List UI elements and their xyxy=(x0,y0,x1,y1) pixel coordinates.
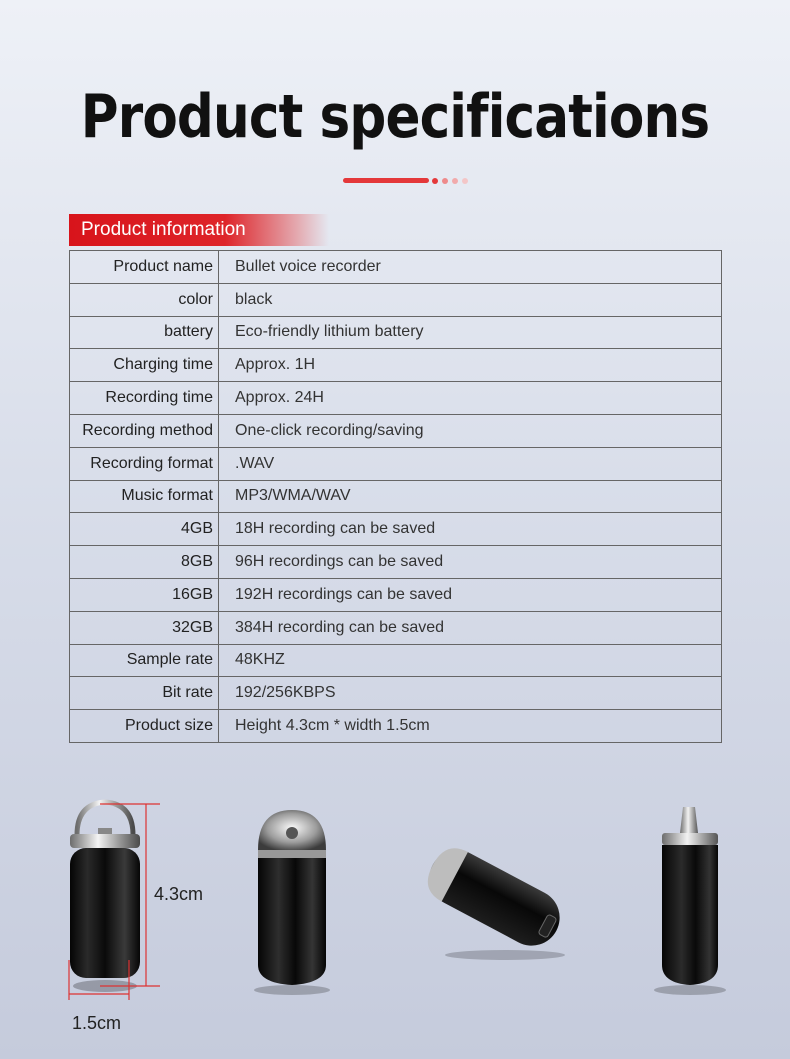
spec-value: One-click recording/saving xyxy=(219,414,722,447)
spec-value: 192H recordings can be saved xyxy=(219,578,722,611)
divider-dot xyxy=(462,178,468,184)
spec-label: Recording method xyxy=(70,414,219,447)
spec-label: Charging time xyxy=(70,349,219,382)
spec-label: color xyxy=(70,283,219,316)
spec-label: Sample rate xyxy=(70,644,219,677)
section-label: Product information xyxy=(69,214,329,246)
spec-label: 4GB xyxy=(70,513,219,546)
spec-value: 48KHZ xyxy=(219,644,722,677)
spec-label: 32GB xyxy=(70,611,219,644)
spec-label: Bit rate xyxy=(70,677,219,710)
spec-row xyxy=(70,349,722,382)
recorder-lying-image xyxy=(410,835,580,965)
spec-value: 192/256KBPS xyxy=(219,677,722,710)
spec-label: Music format xyxy=(70,480,219,513)
spec-label: 16GB xyxy=(70,578,219,611)
divider-bar xyxy=(343,178,429,183)
spec-label: battery xyxy=(70,316,219,349)
spec-value: .WAV xyxy=(219,447,722,480)
spec-label: Product name xyxy=(70,251,219,284)
spec-row xyxy=(70,677,722,710)
recorder-standing-image xyxy=(250,805,335,995)
spec-row xyxy=(70,644,722,677)
spec-row xyxy=(70,611,722,644)
spec-value: 96H recordings can be saved xyxy=(219,546,722,579)
spec-row xyxy=(70,283,722,316)
divider-dot xyxy=(432,178,438,184)
recorder-side-image xyxy=(650,805,730,995)
spec-row xyxy=(70,710,722,743)
spec-label: Recording format xyxy=(70,447,219,480)
spec-value: Bullet voice recorder xyxy=(219,251,722,284)
spec-row xyxy=(70,447,722,480)
height-label: 4.3cm xyxy=(154,884,204,904)
product-images xyxy=(0,790,790,1059)
spec-value: Approx. 1H xyxy=(219,349,722,382)
spec-row xyxy=(70,251,722,284)
page-title: Product specifications xyxy=(80,82,710,152)
spec-row xyxy=(70,480,722,513)
spec-value: Eco-friendly lithium battery xyxy=(219,316,722,349)
spec-value: MP3/WMA/WAV xyxy=(219,480,722,513)
width-dimension-line xyxy=(68,960,130,1010)
spec-row xyxy=(70,578,722,611)
spec-row xyxy=(70,546,722,579)
spec-value: black xyxy=(219,283,722,316)
width-label: 1.5cm xyxy=(72,1013,122,1033)
spec-value: Approx. 24H xyxy=(219,382,722,415)
spec-row xyxy=(70,513,722,546)
spec-label: Recording time xyxy=(70,382,219,415)
divider-dot xyxy=(442,178,448,184)
spec-row xyxy=(70,414,722,447)
spec-table xyxy=(69,250,722,743)
spec-row xyxy=(70,382,722,415)
divider-dot xyxy=(452,178,458,184)
spec-value: 18H recording can be saved xyxy=(219,513,722,546)
spec-value: 384H recording can be saved xyxy=(219,611,722,644)
spec-row xyxy=(70,316,722,349)
spec-label: 8GB xyxy=(70,546,219,579)
spec-label: Product size xyxy=(70,710,219,743)
spec-value: Height 4.3cm * width 1.5cm xyxy=(219,710,722,743)
